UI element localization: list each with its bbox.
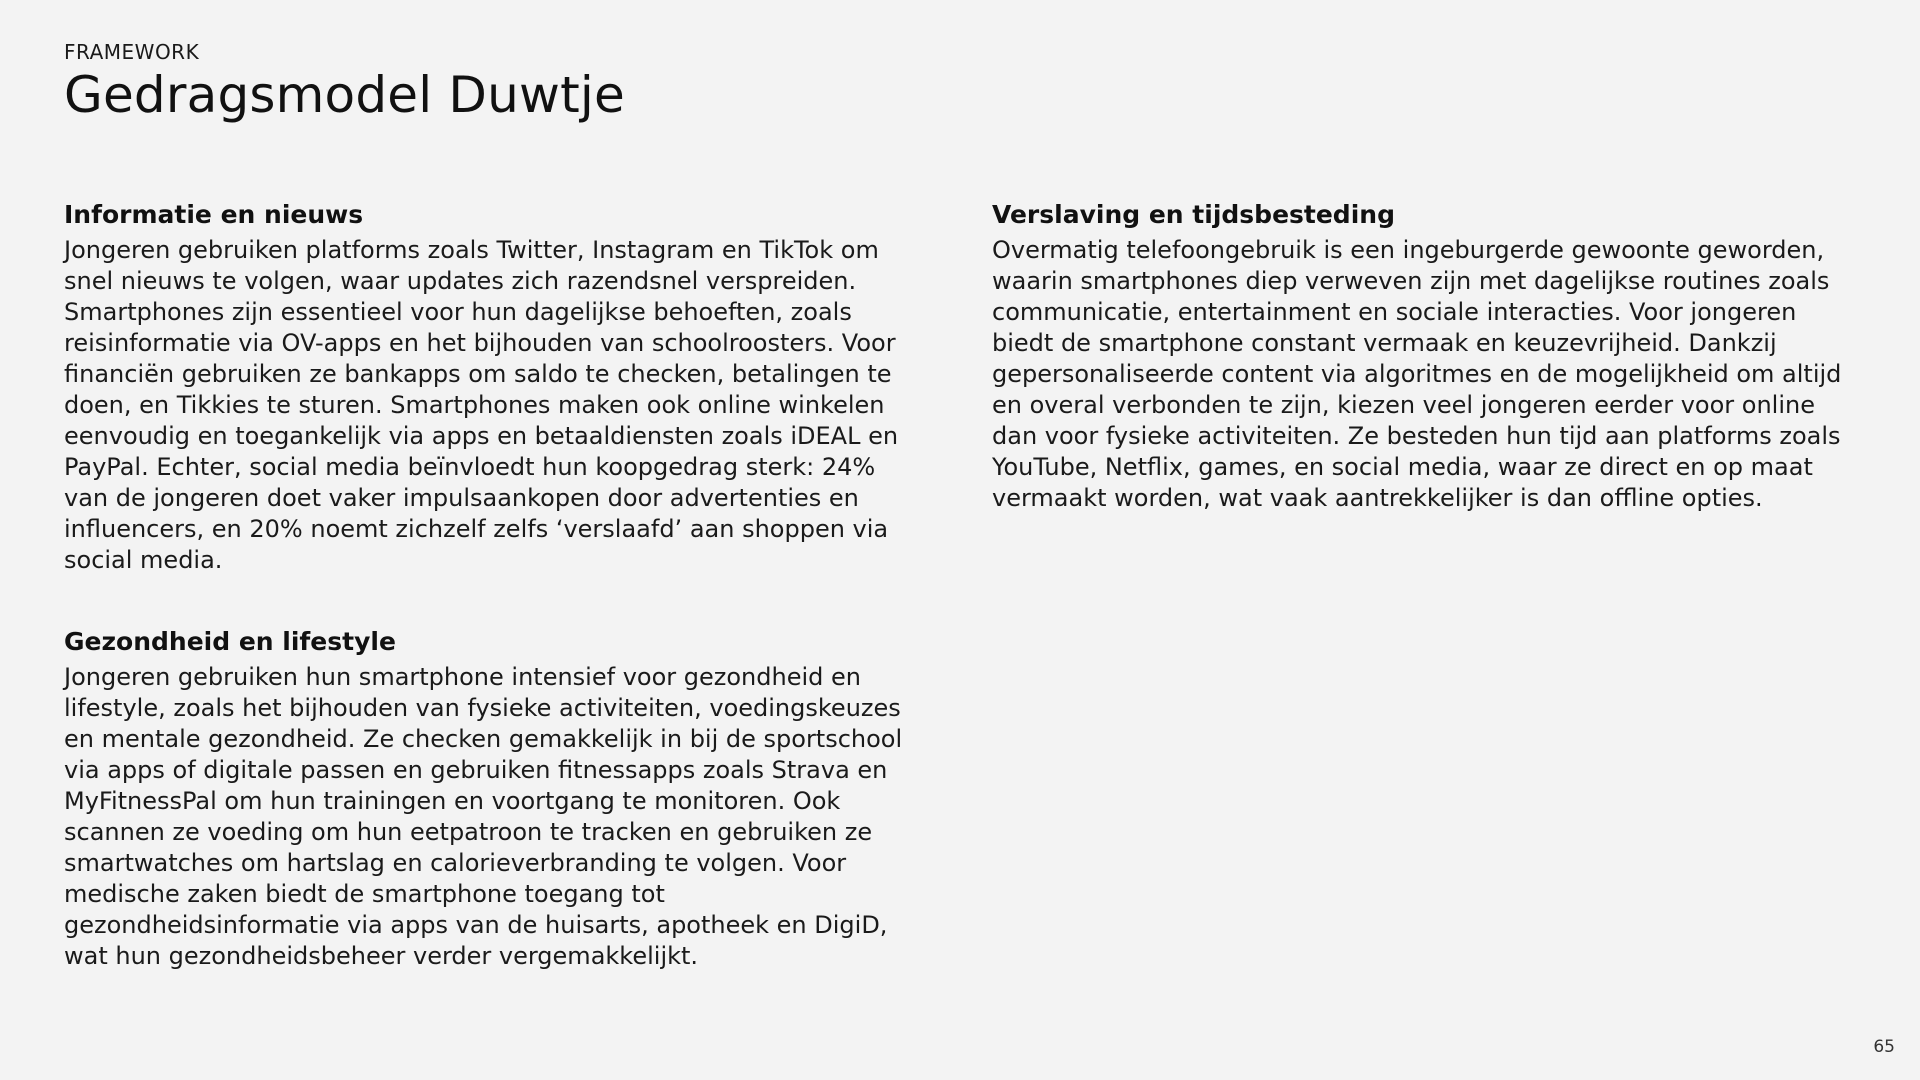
page-number: 65 — [1873, 1037, 1895, 1057]
page-title: Gedragsmodel Duwtje — [64, 66, 625, 124]
section-heading: Gezondheid en lifestyle — [64, 627, 396, 656]
section-informatie-en-nieuws — [64, 200, 924, 576]
section-gezondheid-en-lifestyle — [64, 627, 924, 972]
section-heading: Informatie en nieuws — [64, 200, 364, 229]
section-body: Jongeren gebruiken hun smartphone intensief voor gezondheid en lifestyle, zoals het bijhouden van fysieke activiteiten, voedingskeuzes en mentale gezondheid. Ze checken gemakkelijk in bij de sportschool via apps of digitale passen en gebruiken fitnessapps zoals Strava en MyFitnessPal om hun trainingen en voortgang te monitoren. Ook scannen ze voeding om hun eetpatroon te tracken en gebruiken ze smartwatches om hartslag en calorieverbranding te volgen. Voor medische zaken biedt de smartphone toegang tot gezondheidsinformatie via apps van de huisarts, apotheek en DigiD, wat hun gezondheidsbeheer verder vergemakkelijkt. — [64, 663, 903, 970]
section-verslaving-en-tijdsbesteding — [992, 200, 1852, 514]
section-body: Overmatig telefoongebruik is een ingeburgerde gewoonte geworden, waarin smartphones diep verweven zijn met dagelijkse routines zoals communicatie, entertainment en sociale interacties. Voor jongeren biedt de smartphone constant vermaak en keuzevrijheid. Dankzij gepersonaliseerde content via algoritmes en de mogelijkheid om altijd en overal verbonden te zijn, kiezen veel jongeren eerder voor online dan voor fysieke activiteiten. Ze besteden hun tijd aan platforms zoals YouTube, Netflix, games, en social media, waar ze direct en op maat vermaakt worden, wat vaak aantrekkelijker is dan offline opties. — [992, 236, 1842, 512]
section-body: Jongeren gebruiken platforms zoals Twitter, Instagram en TikTok om snel nieuws te volgen, waar updates zich razendsnel verspreiden. Smartphones zijn essentieel voor hun dagelijkse behoeften, zoals reisinformatie via OV-apps en het bijhouden van schoolroosters. Voor financiën gebruiken ze bankapps om saldo te checken, betalingen te doen, en Tikkies te sturen. Smartphones maken ook online winkelen eenvoudig en toegankelijk via apps en betaaldiensten zoals iDEAL en PayPal. Echter, social media beïnvloedt hun koopgedrag sterk: 24% van de jongeren doet vaker impulsaankopen door advertenties en influencers, en 20% noemt zichzelf zelfs ‘verslaafd’ aan shoppen via social media. — [64, 236, 899, 574]
section-heading: Verslaving en tijdsbesteding — [992, 200, 1395, 229]
eyebrow-label: FRAMEWORK — [64, 40, 200, 64]
